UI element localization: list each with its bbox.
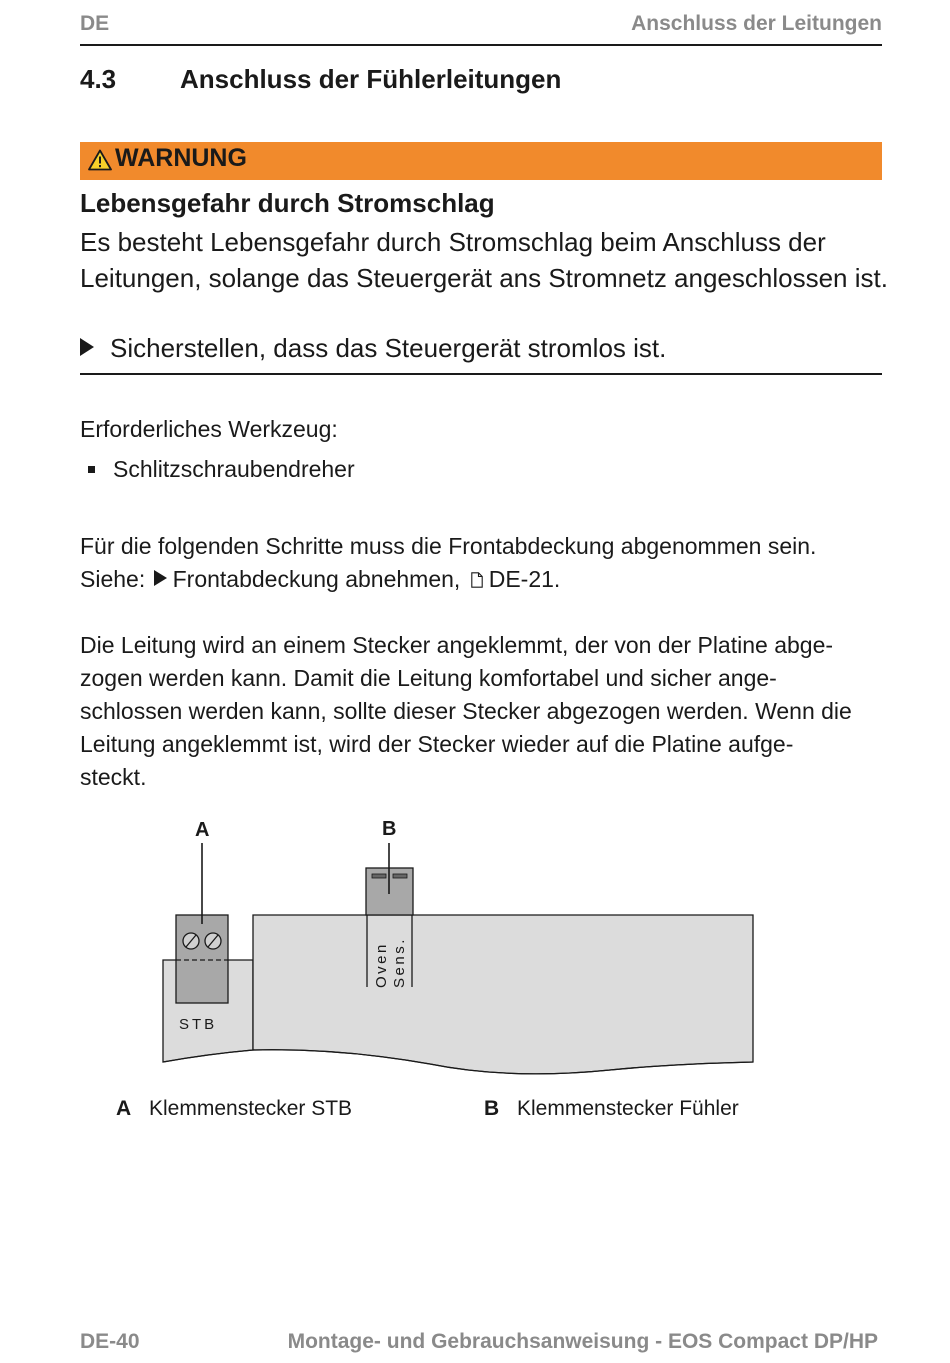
terminal-stb [176,915,228,1003]
legend-a-letter: A [116,1097,132,1120]
footer-document-title: Montage- und Gebrauchsanweisung - EOS Compact DP/HP [287,1330,878,1353]
section-title: Anschluss der Fühlerleitungen [180,64,562,94]
section-number: 4.3 [80,64,117,94]
reference-arrow-icon [154,570,167,586]
instruction-paragraph [80,530,900,596]
callout-b: B [382,818,397,840]
header-language: DE [80,12,110,35]
see-page[interactable]: DE-21. [488,566,561,592]
connector-paragraph: Die Leitung wird an einem Stecker angeklemmt, der von der Platine abge- zogen werden kann. Damit die Leitung komfortabel und sicher ange- schlossen werden kann, sollte dieser Stecker abgezogen werden. Wenn die Leitung angeklemmt ist, wird der Stecker wieder auf die Platine aufge- steckt. [80,632,852,790]
oven-label-1: Oven [373,942,390,988]
warning-triangle-icon [88,149,112,171]
footer-page-number: DE-40 [80,1330,140,1353]
see-prefix: Siehe: [80,566,146,592]
warning-title: Lebensgefahr durch Stromschlag [80,188,495,218]
stb-label: STB [179,1016,218,1033]
page-document-icon [471,572,483,588]
header-section-name: Anschluss der Leitungen [631,12,882,35]
board-main-section [253,915,753,1074]
warning-divider [80,373,882,375]
legend-b-text: Klemmenstecker Fühler [517,1097,739,1120]
action-arrow-icon [80,338,94,356]
instruction-text: Für die folgenden Schritte muss die Frontabdeckung abgenommen sein. [80,533,817,559]
warning-action-text: Sicherstellen, dass das Steuergerät stromlos ist. [110,333,667,363]
header-divider [80,44,882,46]
warning-body: Es besteht Lebensgefahr durch Stromschlag beim Anschluss der Leitungen, solange das Steuergerät ans Stromnetz angeschlossen ist. [80,227,888,293]
warning-label: WARNUNG [115,144,247,172]
connector-diagram [150,812,770,1082]
oven-label-2: Sens. [391,937,408,988]
see-link[interactable]: Frontabdeckung abnehmen, [172,566,461,592]
callout-a: A [195,819,210,841]
legend-b-letter: B [484,1097,500,1120]
bullet-icon [88,466,95,473]
warning-action [80,333,666,364]
tools-list-item [88,456,355,483]
legend-a-text: Klemmenstecker STB [149,1097,353,1120]
tools-item-text: Schlitzschraubendreher [113,456,355,482]
see-reference [80,563,900,596]
tools-label: Erforderliches Werkzeug: [80,416,338,442]
